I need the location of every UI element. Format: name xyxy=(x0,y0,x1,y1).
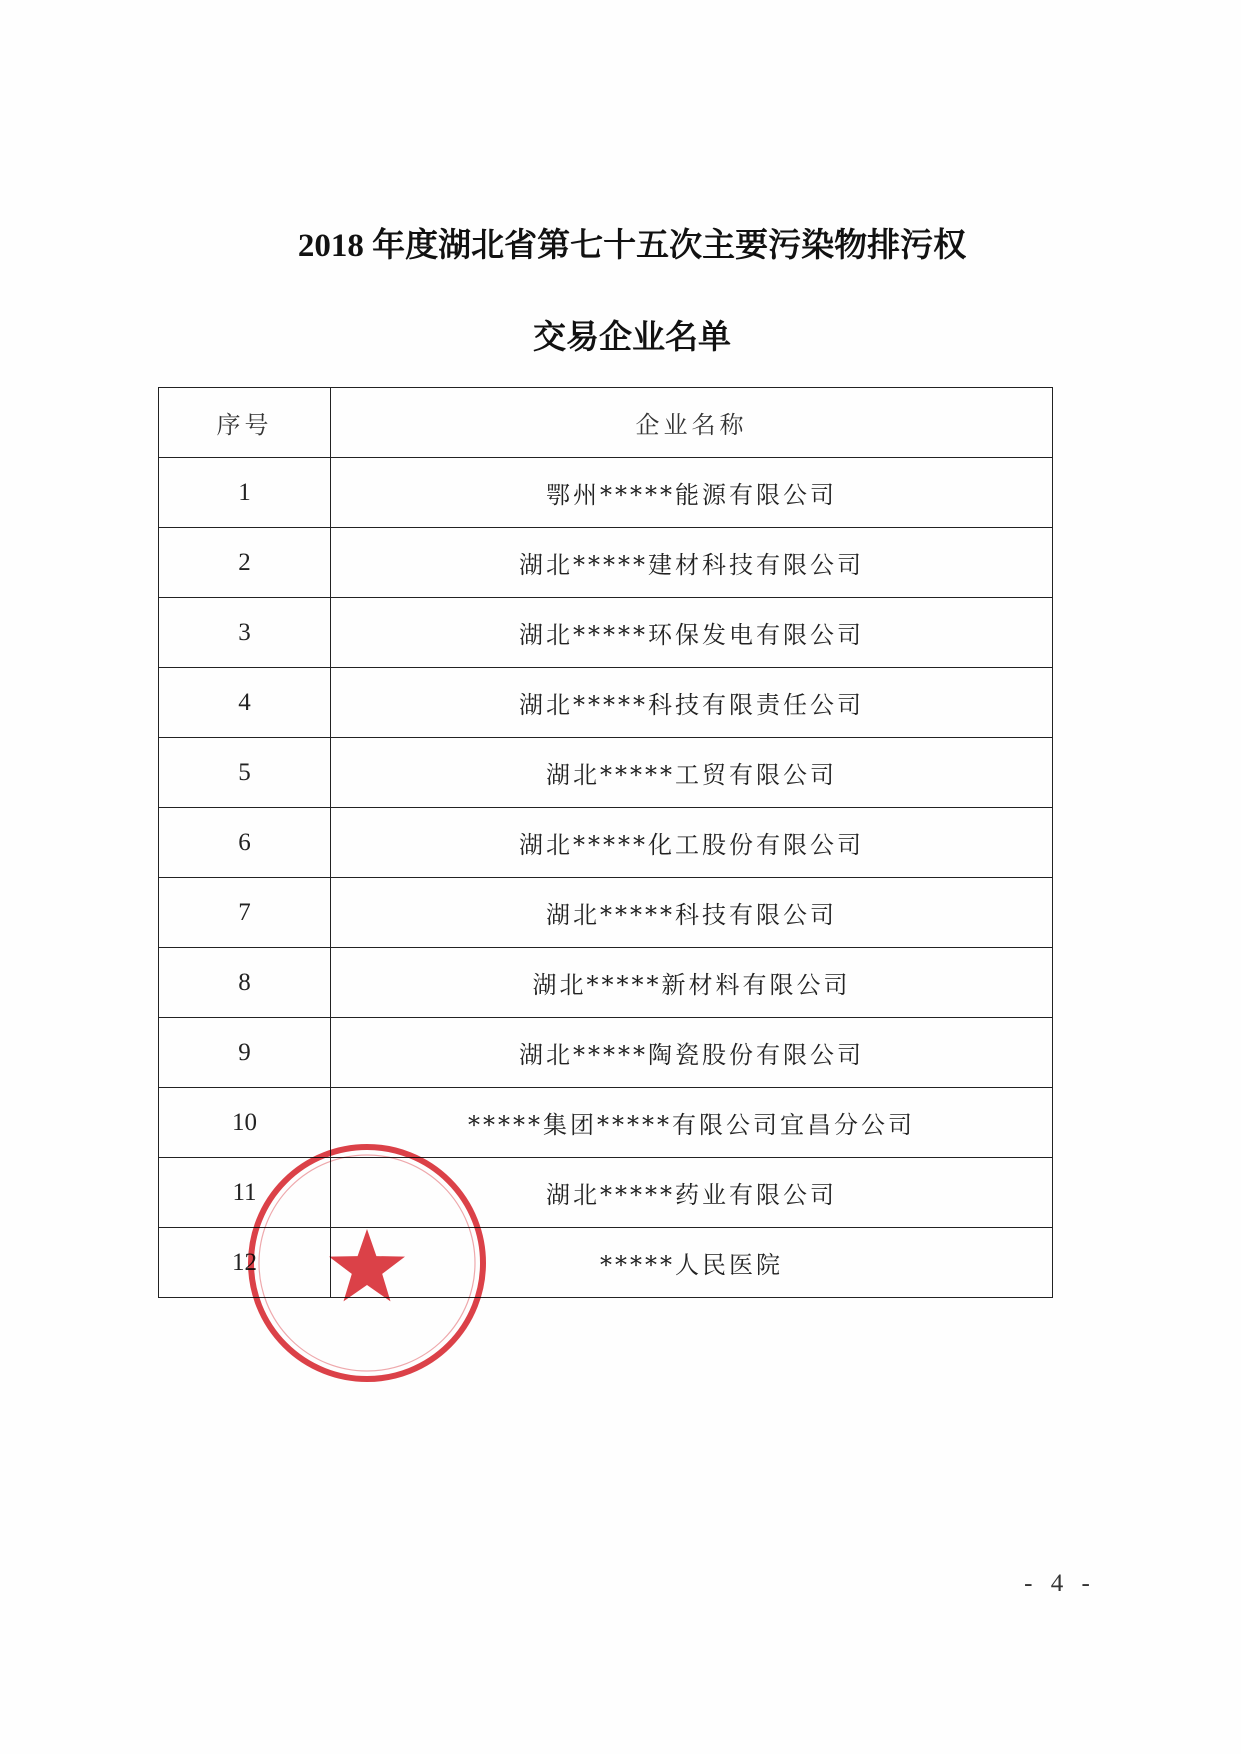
row-serial-number: 3 xyxy=(159,598,331,668)
table-row xyxy=(159,668,1053,738)
row-enterprise-name: 湖北*****科技有限责任公司 xyxy=(331,668,1053,738)
page-number: - 4 - xyxy=(1024,1570,1096,1597)
row-enterprise-name: 湖北*****化工股份有限公司 xyxy=(331,808,1053,878)
row-enterprise-name: 湖北*****药业有限公司 xyxy=(331,1158,1053,1228)
row-serial-number: 4 xyxy=(159,668,331,738)
row-enterprise-name: *****人民医院 xyxy=(331,1228,1053,1298)
row-serial-number: 7 xyxy=(159,878,331,948)
table-row xyxy=(159,878,1053,948)
table-row xyxy=(159,528,1053,598)
document-title-line-1: 2018 年度湖北省第七十五次主要污染物排污权 xyxy=(297,228,967,264)
row-enterprise-name: *****集团*****有限公司宜昌分公司 xyxy=(331,1088,1053,1158)
table-row xyxy=(159,738,1053,808)
row-enterprise-name: 湖北*****新材料有限公司 xyxy=(331,948,1053,1018)
row-serial-number: 11 xyxy=(159,1158,331,1228)
table-row xyxy=(159,1088,1053,1158)
row-enterprise-name: 湖北*****工贸有限公司 xyxy=(331,738,1053,808)
table-header-row xyxy=(159,388,1053,458)
table-row xyxy=(159,808,1053,878)
table-row xyxy=(159,1018,1053,1088)
table-row xyxy=(159,1158,1053,1228)
table-row xyxy=(159,458,1053,528)
document-title-line-2: 交易企业名单 xyxy=(533,320,731,356)
table-row xyxy=(159,1228,1053,1298)
row-serial-number: 12 xyxy=(159,1228,331,1298)
row-enterprise-name: 湖北*****陶瓷股份有限公司 xyxy=(331,1018,1053,1088)
header-enterprise-name: 企业名称 xyxy=(331,388,1053,458)
row-enterprise-name: 湖北*****科技有限公司 xyxy=(331,878,1053,948)
row-serial-number: 6 xyxy=(159,808,331,878)
row-serial-number: 5 xyxy=(159,738,331,808)
table-row xyxy=(159,598,1053,668)
row-serial-number: 8 xyxy=(159,948,331,1018)
header-serial-number: 序号 xyxy=(159,388,331,458)
row-enterprise-name: 湖北*****环保发电有限公司 xyxy=(331,598,1053,668)
row-serial-number: 9 xyxy=(159,1018,331,1088)
enterprise-list-table xyxy=(158,387,1053,1298)
row-enterprise-name: 鄂州*****能源有限公司 xyxy=(331,458,1053,528)
row-serial-number: 1 xyxy=(159,458,331,528)
table-row xyxy=(159,948,1053,1018)
row-serial-number: 2 xyxy=(159,528,331,598)
row-enterprise-name: 湖北*****建材科技有限公司 xyxy=(331,528,1053,598)
row-serial-number: 10 xyxy=(159,1088,331,1158)
